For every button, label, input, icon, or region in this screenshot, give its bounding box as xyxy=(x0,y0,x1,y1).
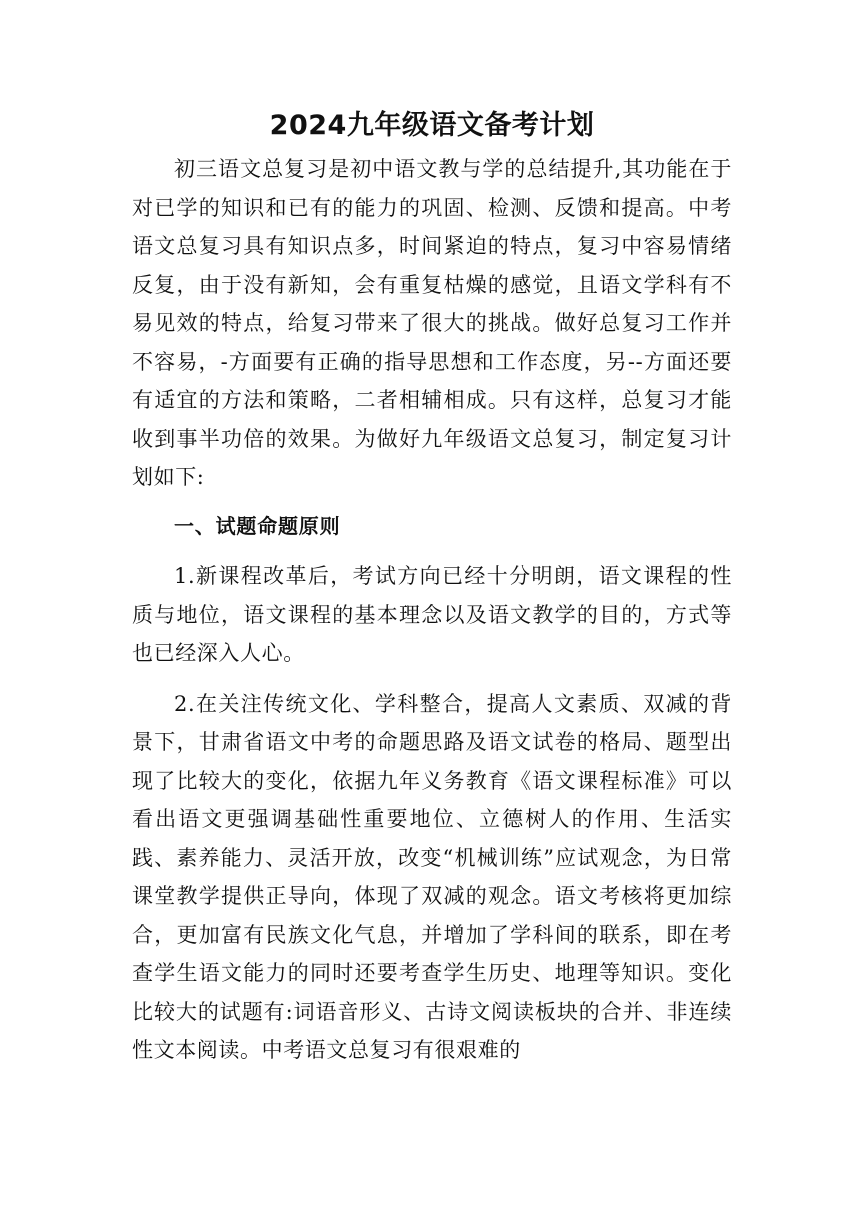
section-heading-1: 一、试题命题原则 xyxy=(174,513,341,538)
list-item-2: 2.在关注传统文化、学科整合，提高人文素质、双减的背景下，甘肃省语文中考的命题思路及语文试卷的格局、题型出现了比较大的变化，依据九年义务教育《语文课程标准》可以看出语文更强调基础性重要地位、立德树人的作用、生活实践、素养能力、灵活开放，改变“机械训练”应试观念，为日常课堂教学提供正导向，体现了双减的观念。语文考核将更加综合，更加富有民族文化气息，并增加了学科间的联系，即在考查学生语文能力的同时还要考查学生历史、地理等知识。变化比较大的试题有:词语音形义、古诗文阅读板块的合并、非连续性文本阅读。中考语文总复习有很艰难的 xyxy=(132,691,732,1062)
intro-paragraph: 初三语文总复习是初中语文教与学的总结提升,其功能在于对已学的知识和已有的能力的巩固、检测、反馈和提高。中考语文总复习具有知识点多，时间紧迫的特点，复习中容易情绪反复，由于没有新知，会有重复枯燥的感觉，且语文学科有不易见效的特点，给复习带来了很大的挑战。做好总复习工作并不容易，-方面要有正确的指导思想和工作态度，另--方面还要有适宜的方法和策略，二者相辅相成。只有这样，总复习才能收到事半功倍的效果。为做好九年级语文总复习，制定复习计划如下: xyxy=(132,157,732,489)
document-title: 2024九年级语文备考计划 xyxy=(269,110,595,141)
document-page xyxy=(132,0,732,1070)
list-item-1: 1.新课程改革后，考试方向已经十分明朗，语文课程的性质与地位，语文课程的基本理念以及语文教学的目的，方式等也已经深入人心。 xyxy=(132,564,732,665)
